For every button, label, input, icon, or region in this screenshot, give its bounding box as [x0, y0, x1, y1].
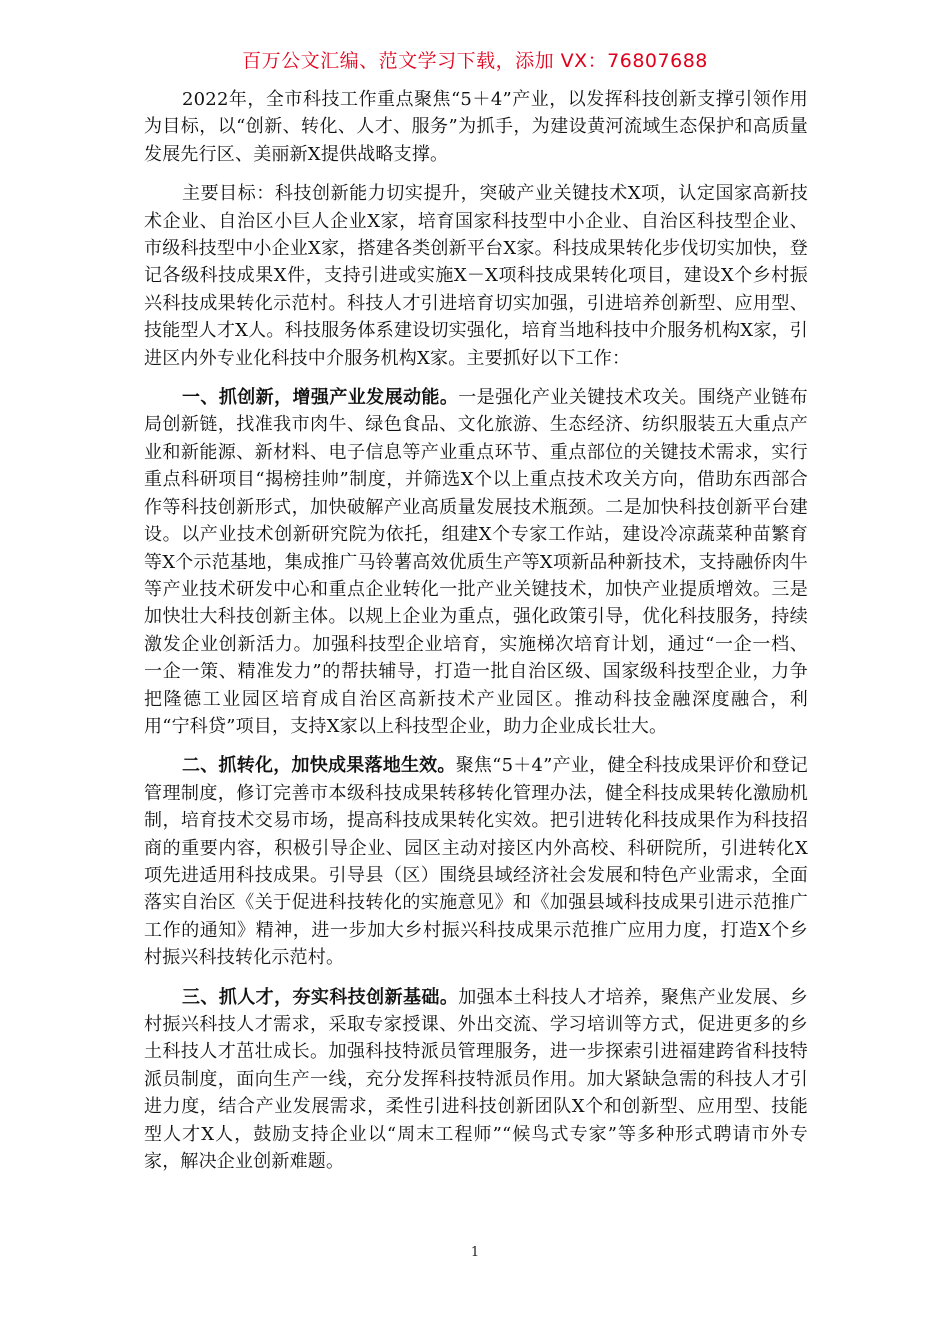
innovation-section: [144, 384, 808, 740]
goals-paragraph: 主要目标：科技创新能力切实提升，突破产业关键技术X项，认定国家高新技术企业、自治区小巨人企业X家，培育国家科技型中小企业、自治区科技型企业、市级科技型中小企业X家，搭建各类创新平台X家。科技成果转化步伐切实加快，登记各级科技成果X件，支持引进或实施X－X项科技成果转化项目，建设X个乡村振兴科技成果转化示范村。科技人才引进培育切实加强，引进培养创新型、应用型、技能型人才X人。科技服务体系建设切实强化，培育当地科技中介服务机构X家，引进区内外专业化科技中介服务机构X家。主要抓好以下工作：: [144, 183, 808, 369]
innovation-body: 一是强化产业关键技术攻关。围绕产业链布局创新链，找准我市肉牛、绿色食品、文化旅游、生态经济、纺织服装五大重点产业和新能源、新材料、电子信息等产业重点环节、重点部位的关键技术需求，实行重点科研项目“揭榜挂帅”制度，并筛选X个以上重点技术攻关方向，借助东西部合作等科技创新形式，加快破解产业高质量发展技术瓶颈。二是加快科技创新平台建设。以产业技术创新研究院为依托，组建X个专家工作站，建设冷凉蔬菜种苗繁育等X个示范基地，集成推广马铃薯高效优质生产等X项新品种新技术，支持融侨肉牛等产业技术研发中心和重点企业转化一批产业关键技术，加快产业提质增效。三是加快壮大科技创新主体。以规上企业为重点，强化政策引导，优化科技服务，持续激发企业创新活力。加强科技型企业培育，实施梯次培育计划，通过“一企一档、一企一策、精准发力”的帮扶辅导，打造一批自治区级、国家级科技型企业，力争把隆德工业园区培育成自治区高新技术产业园区。推动科技金融深度融合，利用“宁科贷”项目，支持X家以上科技型企业，助力企业成长壮大。: [144, 387, 808, 737]
transformation-heading: 二、抓转化，加快成果落地生效。: [182, 755, 456, 777]
transformation-section: [144, 752, 808, 971]
talent-heading: 三、抓人才，夯实科技创新基础。: [182, 986, 459, 1008]
page-number: 1: [470, 1245, 480, 1260]
innovation-heading: 一、抓创新，增强产业发展动能。: [182, 387, 459, 409]
talent-body: 加强本土科技人才培养，聚焦产业发展、乡村振兴科技人才需求，采取专家授课、外出交流、学习培训等方式，促进更多的乡土科技人才茁壮成长。加强科技特派员管理服务，进一步探索引进福建跨省科技特派员制度，面向生产一线，充分发挥科技特派员作用。加大紧缺急需的科技人才引进力度，结合产业发展需求，柔性引进科技创新团队X个和创新型、应用型、技能型人才X人，鼓励支持企业以“周末工程师”“候鸟式专家”等多种形式聘请市外专家，解决企业创新难题。: [144, 986, 808, 1173]
intro-paragraph: 2022年，全市科技工作重点聚焦“5＋4”产业，以发挥科技创新支撑引领作用为目标，以“创新、转化、人才、服务”为抓手，为建设黄河流域生态保护和高质量发展先行区、美丽新X提供战略支撑。: [144, 89, 808, 165]
talent-section: [144, 984, 808, 1176]
document-body: [144, 86, 808, 1187]
transformation-body: 聚焦“5＋4”产业，健全科技成果评价和登记管理制度，修订完善市本级科技成果转移转化管理办法，健全科技成果转化激励机制，培育技术交易市场，提高科技成果转化实效。把引进转化科技成果作为科技招商的重要内容，积极引导企业、园区主动对接区内外高校、科研院所，引进转化X项先进适用科技成果。引导县（区）围绕县域经济社会发展和特色产业需求，全面落实自治区《关于促进科技转化的实施意见》和《加强县域科技成果引进示范推广工作的通知》精神，进一步加大乡村振兴科技成果示范推广应用力度，打造X个乡村振兴科技转化示范村。: [144, 755, 809, 969]
watermark-header: 百万公文汇编、范文学习下载，添加 VX：76807688: [242, 50, 708, 72]
